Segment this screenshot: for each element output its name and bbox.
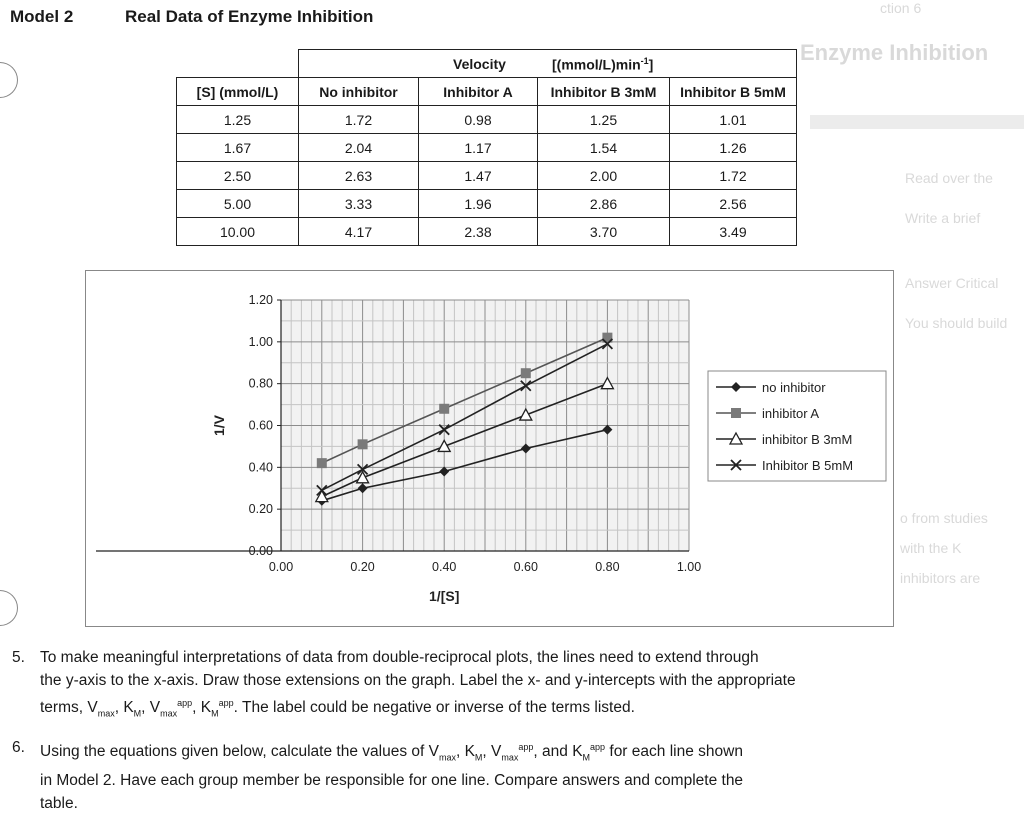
bleed-through-text: ction 6 xyxy=(880,0,922,16)
table-cell: 2.50 xyxy=(177,162,299,190)
question-number: 5. xyxy=(12,649,25,666)
model-title: Real Data of Enzyme Inhibition xyxy=(125,7,374,26)
y-tick-label: 0.40 xyxy=(248,460,273,475)
table-cell: 3.33 xyxy=(299,190,419,218)
table-cell: 5.00 xyxy=(177,190,299,218)
terms-tail: . The label could be negative or inverse of the terms listed. xyxy=(233,699,635,717)
y-tick-label: 0.60 xyxy=(248,418,273,433)
y-tick-label: 1.00 xyxy=(248,334,273,349)
table-cell: 1.17 xyxy=(419,134,538,162)
table-cell: 1.72 xyxy=(299,106,419,134)
subscript: M xyxy=(474,752,483,763)
table-cell: 3.49 xyxy=(670,218,797,246)
subscript: max xyxy=(97,708,115,719)
y-axis-label: 1/V xyxy=(211,414,227,437)
data-point xyxy=(358,439,368,449)
question-line: in Model 2. Have each group member be responsible for one line. Compare answers and complete the xyxy=(40,772,744,790)
table-cell: 1.96 xyxy=(419,190,538,218)
x-tick-label: 1.00 xyxy=(676,560,702,574)
table-cell: 2.38 xyxy=(419,218,538,246)
subscript: M xyxy=(211,708,219,719)
and-text: , and K xyxy=(533,743,583,761)
bleed-through-text: inhibitors are xyxy=(900,570,981,586)
subscript: max xyxy=(501,752,519,763)
velocity-units-cell xyxy=(299,50,797,78)
data-point xyxy=(521,368,531,378)
table-cell: 3.70 xyxy=(538,218,670,246)
bleed-through-text: You should build xyxy=(905,315,1008,331)
table-cell: 1.72 xyxy=(670,162,797,190)
separator: , K xyxy=(455,743,475,761)
units-close: ] xyxy=(648,56,654,73)
velocity-header-row xyxy=(177,50,797,78)
x-tick-label: 0.40 xyxy=(432,560,457,574)
x-tick-label: 0.20 xyxy=(350,560,375,574)
units-label: [(mmol/L)min xyxy=(552,56,641,73)
x-tick-label: 0.60 xyxy=(513,560,538,574)
x-tick-label: 0.00 xyxy=(268,560,294,574)
table-cell: 2.86 xyxy=(538,190,670,218)
superscript: app xyxy=(218,698,234,708)
question-line: Using the equations given below, calculate the values of $V_{max}$, $K_M$, $V_{max}^{app}$, and $K_M^{app}$ for each line shown xyxy=(40,742,743,763)
table-row xyxy=(177,134,797,162)
separator: , K xyxy=(192,699,212,717)
table-row xyxy=(177,218,797,246)
table-cell: 1.67 xyxy=(177,134,299,162)
y-tick-label: 1.20 xyxy=(248,293,273,307)
x-tick-label: 0.80 xyxy=(595,560,620,574)
question-line: To make meaningful interpretations of data from double-reciprocal plots, the lines need to extend through xyxy=(40,649,759,666)
bleed-through-text: Enzyme Inhibition xyxy=(800,40,989,65)
x-axis-label: 1/[S] xyxy=(429,588,460,604)
y-tick-label: 0.00 xyxy=(248,544,273,558)
table-row xyxy=(177,162,797,190)
binder-hole-arc xyxy=(0,590,18,626)
question-line: terms, $V_{max}$, $K_M$, $V_{max}^{app}$, $K_M^{app}$. The label could be negative or inverse of the terms listed. xyxy=(40,698,635,719)
legend-label: Inhibitor B 5mM xyxy=(762,458,854,473)
empty-corner-cell xyxy=(177,50,299,78)
table-cell: 10.00 xyxy=(177,218,299,246)
question-text xyxy=(40,646,975,725)
legend-label: no inhibitor xyxy=(762,380,826,395)
table-cell: 1.01 xyxy=(670,106,797,134)
table-cell: 1.25 xyxy=(177,106,299,134)
bleed-through-text: Answer Critical xyxy=(905,275,999,291)
table-cell: 1.47 xyxy=(419,162,538,190)
bleed-through-text: o from studies xyxy=(900,510,988,526)
line-tail: for each line shown xyxy=(605,743,743,761)
data-point xyxy=(439,404,449,414)
table-cell: 2.00 xyxy=(538,162,670,190)
bleed-through-text: Read over the xyxy=(905,170,993,186)
superscript: app xyxy=(177,698,193,708)
table-cell: 4.17 xyxy=(299,218,419,246)
table-cell: 1.25 xyxy=(538,106,670,134)
subscript: M xyxy=(133,708,142,719)
subscript: max xyxy=(160,708,178,719)
model-number: Model 2 xyxy=(10,7,74,26)
bleed-through-bar xyxy=(810,115,1024,129)
legend-marker xyxy=(731,408,741,418)
superscript: app xyxy=(590,742,606,752)
table-cell: 2.04 xyxy=(299,134,419,162)
column-header: Inhibitor B 3mM xyxy=(538,78,670,106)
legend-label: inhibitor A xyxy=(762,406,820,421)
column-header: [S] (mmol/L) xyxy=(177,78,299,106)
velocity-label: Velocity xyxy=(453,56,506,72)
question-text xyxy=(40,736,975,815)
table-cell: 2.63 xyxy=(299,162,419,190)
data-point xyxy=(317,458,327,468)
velocity-data-table xyxy=(176,49,797,246)
bleed-through-text: Write a brief xyxy=(905,210,981,226)
y-tick-label: 0.80 xyxy=(248,376,273,391)
chart-svg xyxy=(86,271,893,626)
terms-lead: terms, V xyxy=(40,699,98,717)
column-header: No inhibitor xyxy=(299,78,419,106)
column-header: Inhibitor B 5mM xyxy=(670,78,797,106)
subscript: M xyxy=(582,752,591,763)
units-exponent: -1 xyxy=(640,56,649,66)
question-lead: Using the equations given below, calculate the values of V xyxy=(40,743,439,761)
question-number: 6. xyxy=(12,739,25,756)
bleed-through-text: with the K xyxy=(900,540,962,556)
superscript: app xyxy=(518,742,534,752)
column-header: Inhibitor A xyxy=(419,78,538,106)
table-cell: 1.26 xyxy=(670,134,797,162)
question-line: the y-axis to the x-axis. Draw those extensions on the graph. Label the x- and y-intercepts with the appropriate xyxy=(40,672,796,689)
table-cell: 0.98 xyxy=(419,106,538,134)
binder-hole-arc xyxy=(0,62,18,98)
table-row xyxy=(177,106,797,134)
table-row xyxy=(177,190,797,218)
subscript: max xyxy=(438,752,456,763)
separator: , K xyxy=(114,699,134,717)
legend-label: inhibitor B 3mM xyxy=(762,432,853,447)
velocity-units xyxy=(552,56,653,73)
column-header-row xyxy=(177,78,797,106)
y-tick-label: 0.20 xyxy=(248,502,273,517)
table-cell: 2.56 xyxy=(670,190,797,218)
question-line: table. xyxy=(40,795,78,813)
lineweaver-burk-chart xyxy=(85,270,894,627)
table-cell: 1.54 xyxy=(538,134,670,162)
